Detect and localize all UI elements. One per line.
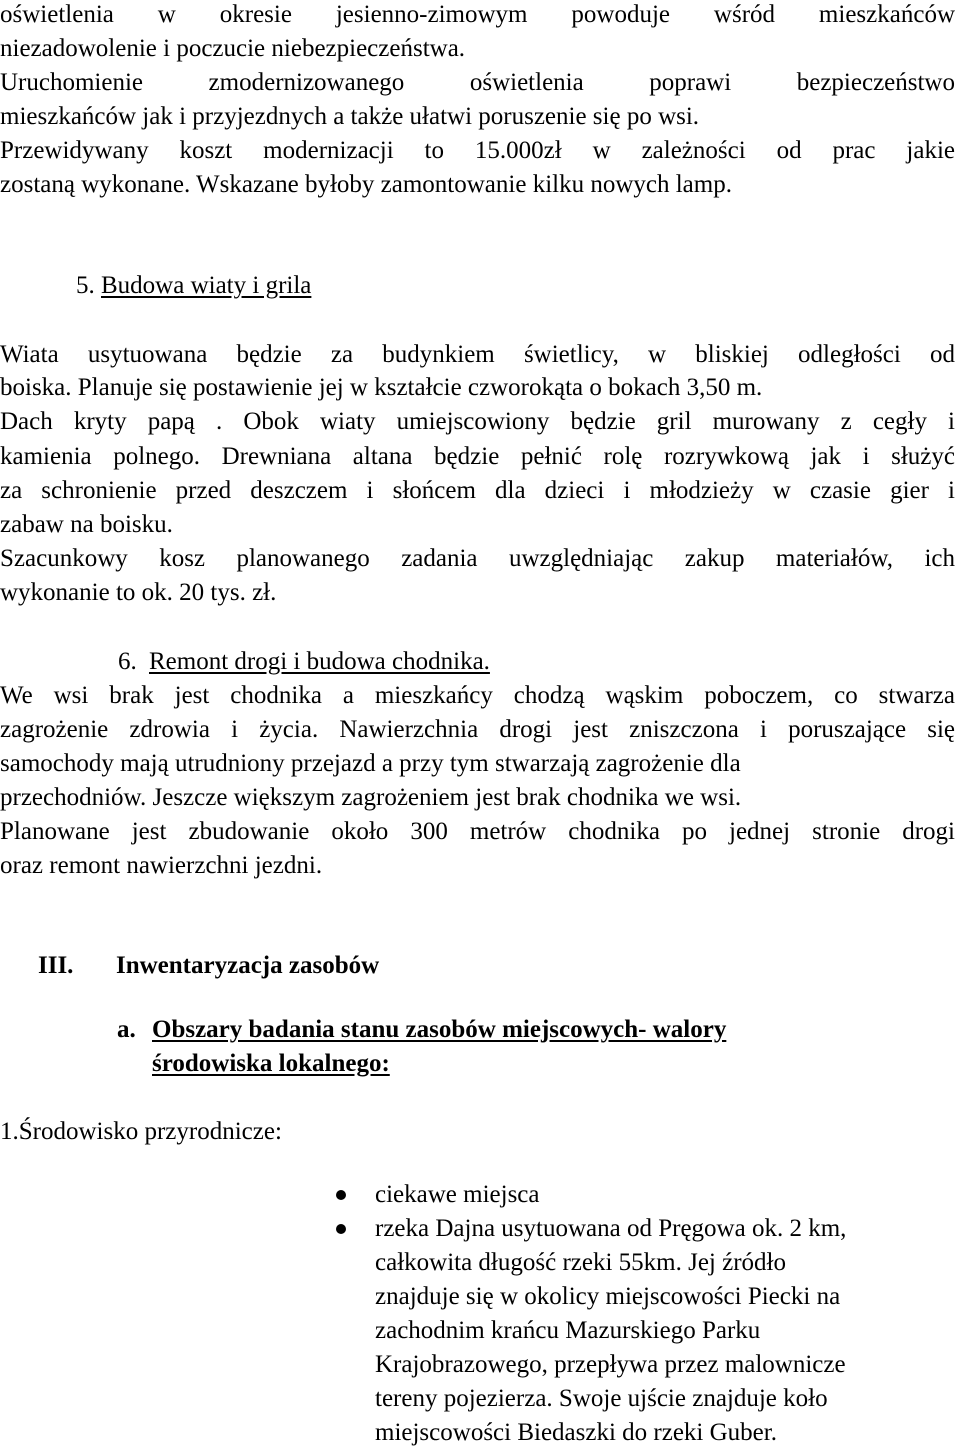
list-item-line: rzeka Dajna usytuowana od Pręgowa ok. 2 km,: [375, 1215, 847, 1242]
paragraph-line: niezadowolenie i poczucie niebezpieczeństwa.: [0, 35, 466, 62]
section-5-heading: [76, 269, 311, 303]
paragraph-line: przechodniów. Jeszcze większym zagrożeniem jest brak chodnika we wsi.: [0, 784, 742, 811]
list-item: ciekawe miejsca: [375, 1181, 540, 1208]
list-item-line: Krajobrazowego, przepływa przez malownicze: [375, 1351, 846, 1378]
section-number: 6.: [118, 648, 137, 675]
subsection-letter: a.: [117, 1016, 136, 1043]
bullet-icon: [336, 1190, 346, 1200]
paragraph-line: Uruchomienie zmodernizowanego oświetlenia poprawi bezpieczeństwo: [0, 69, 955, 96]
paragraph-line: samochody mają utrudniony przejazd a przy tym stwarzają zagrożenie dla: [0, 750, 741, 777]
section-number: 5.: [76, 272, 95, 299]
paragraph-line: Szacunkowy kosz planowanego zadania uwzględniając zakup materiałów, ich: [0, 545, 955, 572]
paragraph-line: Wiata usytuowana będzie za budynkiem świetlicy, w bliskiej odległości od: [0, 341, 955, 368]
list-item-line: znajduje się w okolicy miejscowości Piecki na: [375, 1283, 841, 1310]
paragraph-line: wykonanie to ok. 20 tys. zł.: [0, 579, 277, 606]
paragraph-line: zostaną wykonane. Wskazane byłoby zamontowanie kilku nowych lamp.: [0, 171, 732, 198]
paragraph-line: mieszkańców jak i przyjezdnych a także ułatwi poruszenie się po wsi.: [0, 103, 700, 130]
environment-heading: 1.Środowisko przyrodnicze:: [0, 1118, 282, 1145]
paragraph-line: boiska. Planuje się postawienie jej w kształcie czworokąta o bokach 3,50 m.: [0, 374, 763, 401]
paragraph-line: oraz remont nawierzchni jezdni.: [0, 852, 323, 879]
chapter-title: Inwentaryzacja zasobów: [116, 952, 380, 979]
section-6-heading: [118, 645, 490, 679]
paragraph-line: Przewidywany koszt modernizacji to 15.000zł w zależności od prac jakie: [0, 137, 955, 164]
subsection-title-line: Obszary badania stanu zasobów miejscowych- walory: [152, 1016, 727, 1043]
bullet-icon: [336, 1224, 346, 1234]
paragraph-line: zabaw na boisku.: [0, 511, 173, 538]
list-item-line: miejscowości Biedaszki do rzeki Guber.: [375, 1419, 777, 1446]
paragraph-line: Planowane jest zbudowanie około 300 metrów chodnika po jednej stronie drogi: [0, 818, 955, 845]
paragraph-line: Dach kryty papą . Obok wiaty umiejscowiony będzie gril murowany z cegły i: [0, 408, 955, 435]
list-item-line: zachodnim krańcu Mazurskiego Parku: [375, 1317, 761, 1344]
section-title: Budowa wiaty i grila: [101, 272, 312, 299]
paragraph-line: zagrożenie zdrowia i życia. Nawierzchnia drogi jest zniszczona i poruszające się: [0, 716, 955, 743]
chapter-number: III.: [38, 952, 74, 979]
paragraph-line: kamienia polnego. Drewniana altana będzie pełnić rolę rozrywkową jak i służyć: [0, 443, 955, 470]
paragraph-line: We wsi brak jest chodnika a mieszkańcy chodzą wąskim poboczem, co stwarza: [0, 682, 955, 709]
paragraph-line: za schronienie przed deszczem i słońcem dla dzieci i młodzieży w czasie gier i: [0, 477, 955, 504]
subsection-title-line: środowiska lokalnego:: [152, 1050, 390, 1077]
list-item-line: tereny pojezierza. Swoje ujście znajduje koło: [375, 1385, 828, 1412]
list-item-line: całkowita długość rzeki 55km. Jej źródło: [375, 1249, 786, 1276]
section-title: Remont drogi i budowa chodnika.: [149, 648, 490, 675]
paragraph-line: oświetlenia w okresie jesienno-zimowym powoduje wśród mieszkańców: [0, 1, 955, 28]
